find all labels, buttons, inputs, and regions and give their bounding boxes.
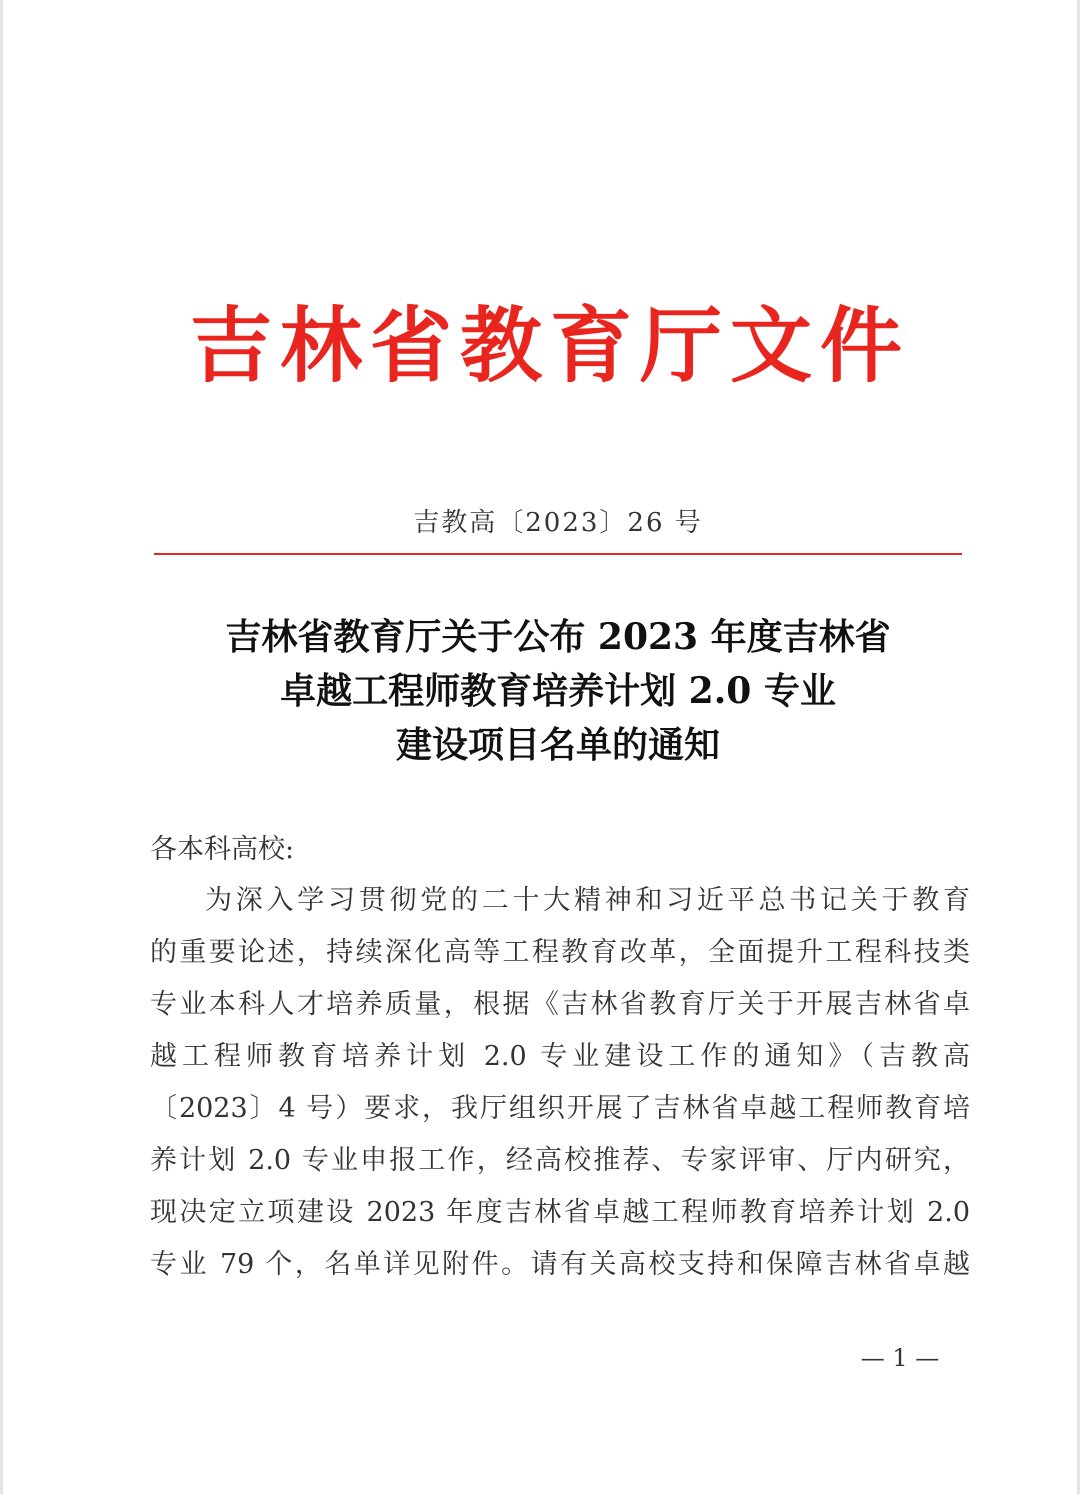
body-paragraph-line: 专业本科人才培养质量，根据《吉林省教育厅关于开展吉林省卓 (150, 989, 970, 1020)
body-paragraph-line: 越工程师教育培养计划 2.0 专业建设工作的通知》（吉教高 (150, 1041, 970, 1072)
document-number: 吉教高〔2023〕26 号 (413, 508, 703, 538)
body-paragraph-line: 〔2023〕4 号）要求，我厅组织开展了吉林省卓越工程师教育培 (150, 1093, 970, 1124)
red-divider-line (154, 553, 962, 555)
body-paragraph-line: 养计划 2.0 专业申报工作，经高校推荐、专家评审、厅内研究， (150, 1145, 970, 1176)
document-masthead: 吉林省教育厅文件 (189, 298, 910, 394)
notice-title-line-3: 建设项目名单的通知 (395, 724, 720, 766)
body-paragraph-line: 专业 79 个，名单详见附件。请有关高校支持和保障吉林省卓越 (150, 1249, 970, 1280)
notice-title-line-1: 吉林省教育厅关于公布 2023 年度吉林省 (225, 616, 891, 658)
page-left-edge (0, 0, 3, 1494)
salutation: 各本科高校: (150, 834, 295, 865)
body-paragraph-line: 现决定立项建设 2023 年度吉林省卓越工程师教育培养计划 2.0 (150, 1197, 970, 1228)
notice-title (150, 610, 966, 772)
body-paragraph-line: 的重要论述，持续深化高等工程教育改革，全面提升工程科技类 (150, 937, 970, 968)
notice-title-line-2: 卓越工程师教育培养计划 2.0 专业 (280, 670, 836, 712)
page-number: — 1 — (860, 1344, 940, 1372)
body-paragraph-line: 为深入学习贯彻党的二十大精神和习近平总书记关于教育 (205, 885, 970, 916)
